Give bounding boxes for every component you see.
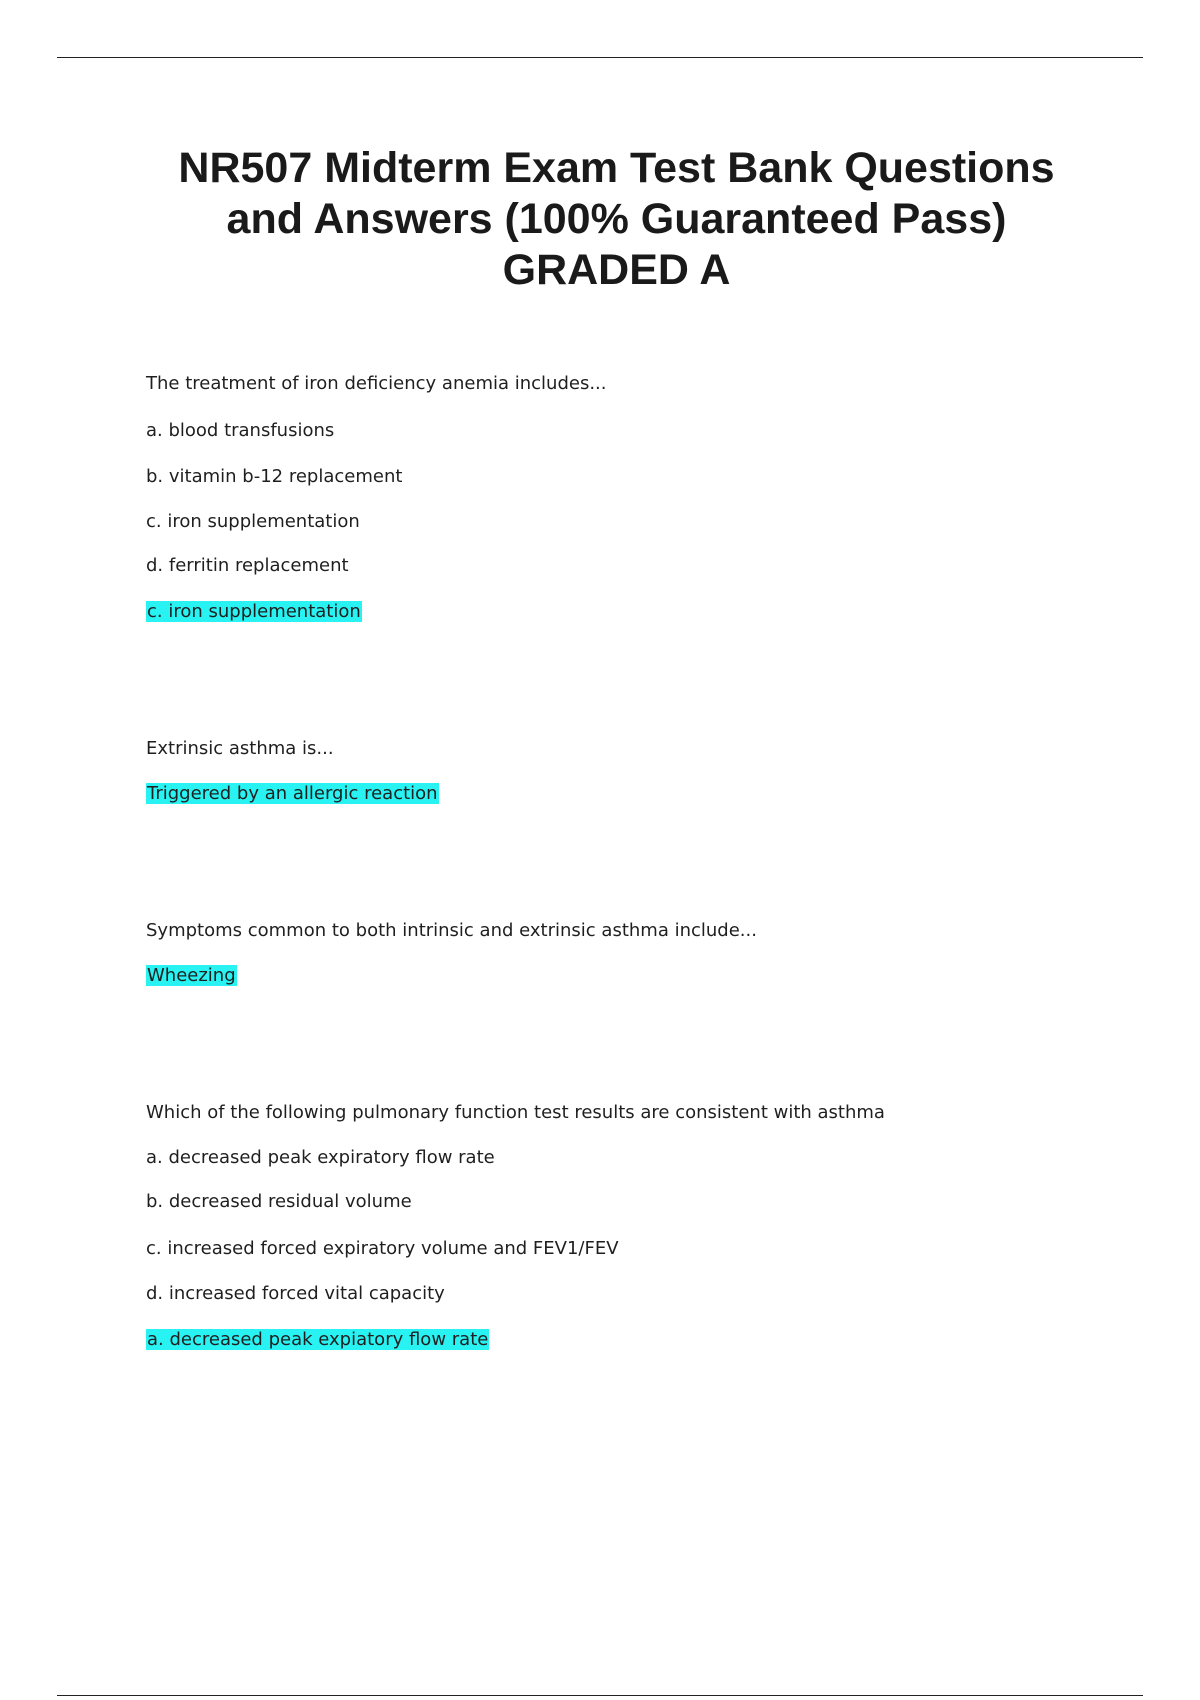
question-1-option-d: d. ferritin replacement	[146, 555, 349, 576]
question-4-prompt: Which of the following pulmonary function test results are consistent with asthma	[146, 1102, 885, 1123]
question-4-option-c: c. increased forced expiratory volume and FEV1/FEV	[146, 1238, 619, 1259]
answer-highlight: Triggered by an allergic reaction	[147, 783, 438, 804]
question-4-option-b: b. decreased residual volume	[146, 1191, 412, 1212]
document-title	[120, 143, 1113, 296]
question-2-answer	[146, 782, 439, 806]
question-1-option-b: b. vitamin b-12 replacement	[146, 466, 403, 487]
question-1-answer	[146, 600, 362, 624]
question-2-prompt: Extrinsic asthma is...	[146, 738, 334, 759]
question-1-option-c: c. iron supplementation	[146, 511, 360, 532]
answer-highlight: a. decreased peak expiatory flow rate	[147, 1329, 489, 1350]
title-line-3: GRADED A	[502, 246, 731, 294]
top-rule	[57, 57, 1143, 58]
question-1-option-a: a. blood transfusions	[146, 420, 335, 441]
title-line-1: NR507 Midterm Exam Test Bank Questions	[178, 144, 1055, 192]
question-1-prompt: The treatment of iron deficiency anemia includes...	[146, 373, 607, 394]
bottom-rule	[57, 1695, 1143, 1696]
question-3-prompt: Symptoms common to both intrinsic and extrinsic asthma include...	[146, 920, 757, 941]
title-line-2: and Answers (100% Guaranteed Pass)	[226, 195, 1007, 243]
answer-highlight: c. iron supplementation	[147, 601, 361, 622]
question-4-answer	[146, 1328, 489, 1352]
question-3-answer	[146, 964, 237, 988]
question-4-option-a: a. decreased peak expiratory flow rate	[146, 1147, 495, 1168]
answer-highlight: Wheezing	[147, 965, 236, 986]
question-4-option-d: d. increased forced vital capacity	[146, 1283, 445, 1304]
